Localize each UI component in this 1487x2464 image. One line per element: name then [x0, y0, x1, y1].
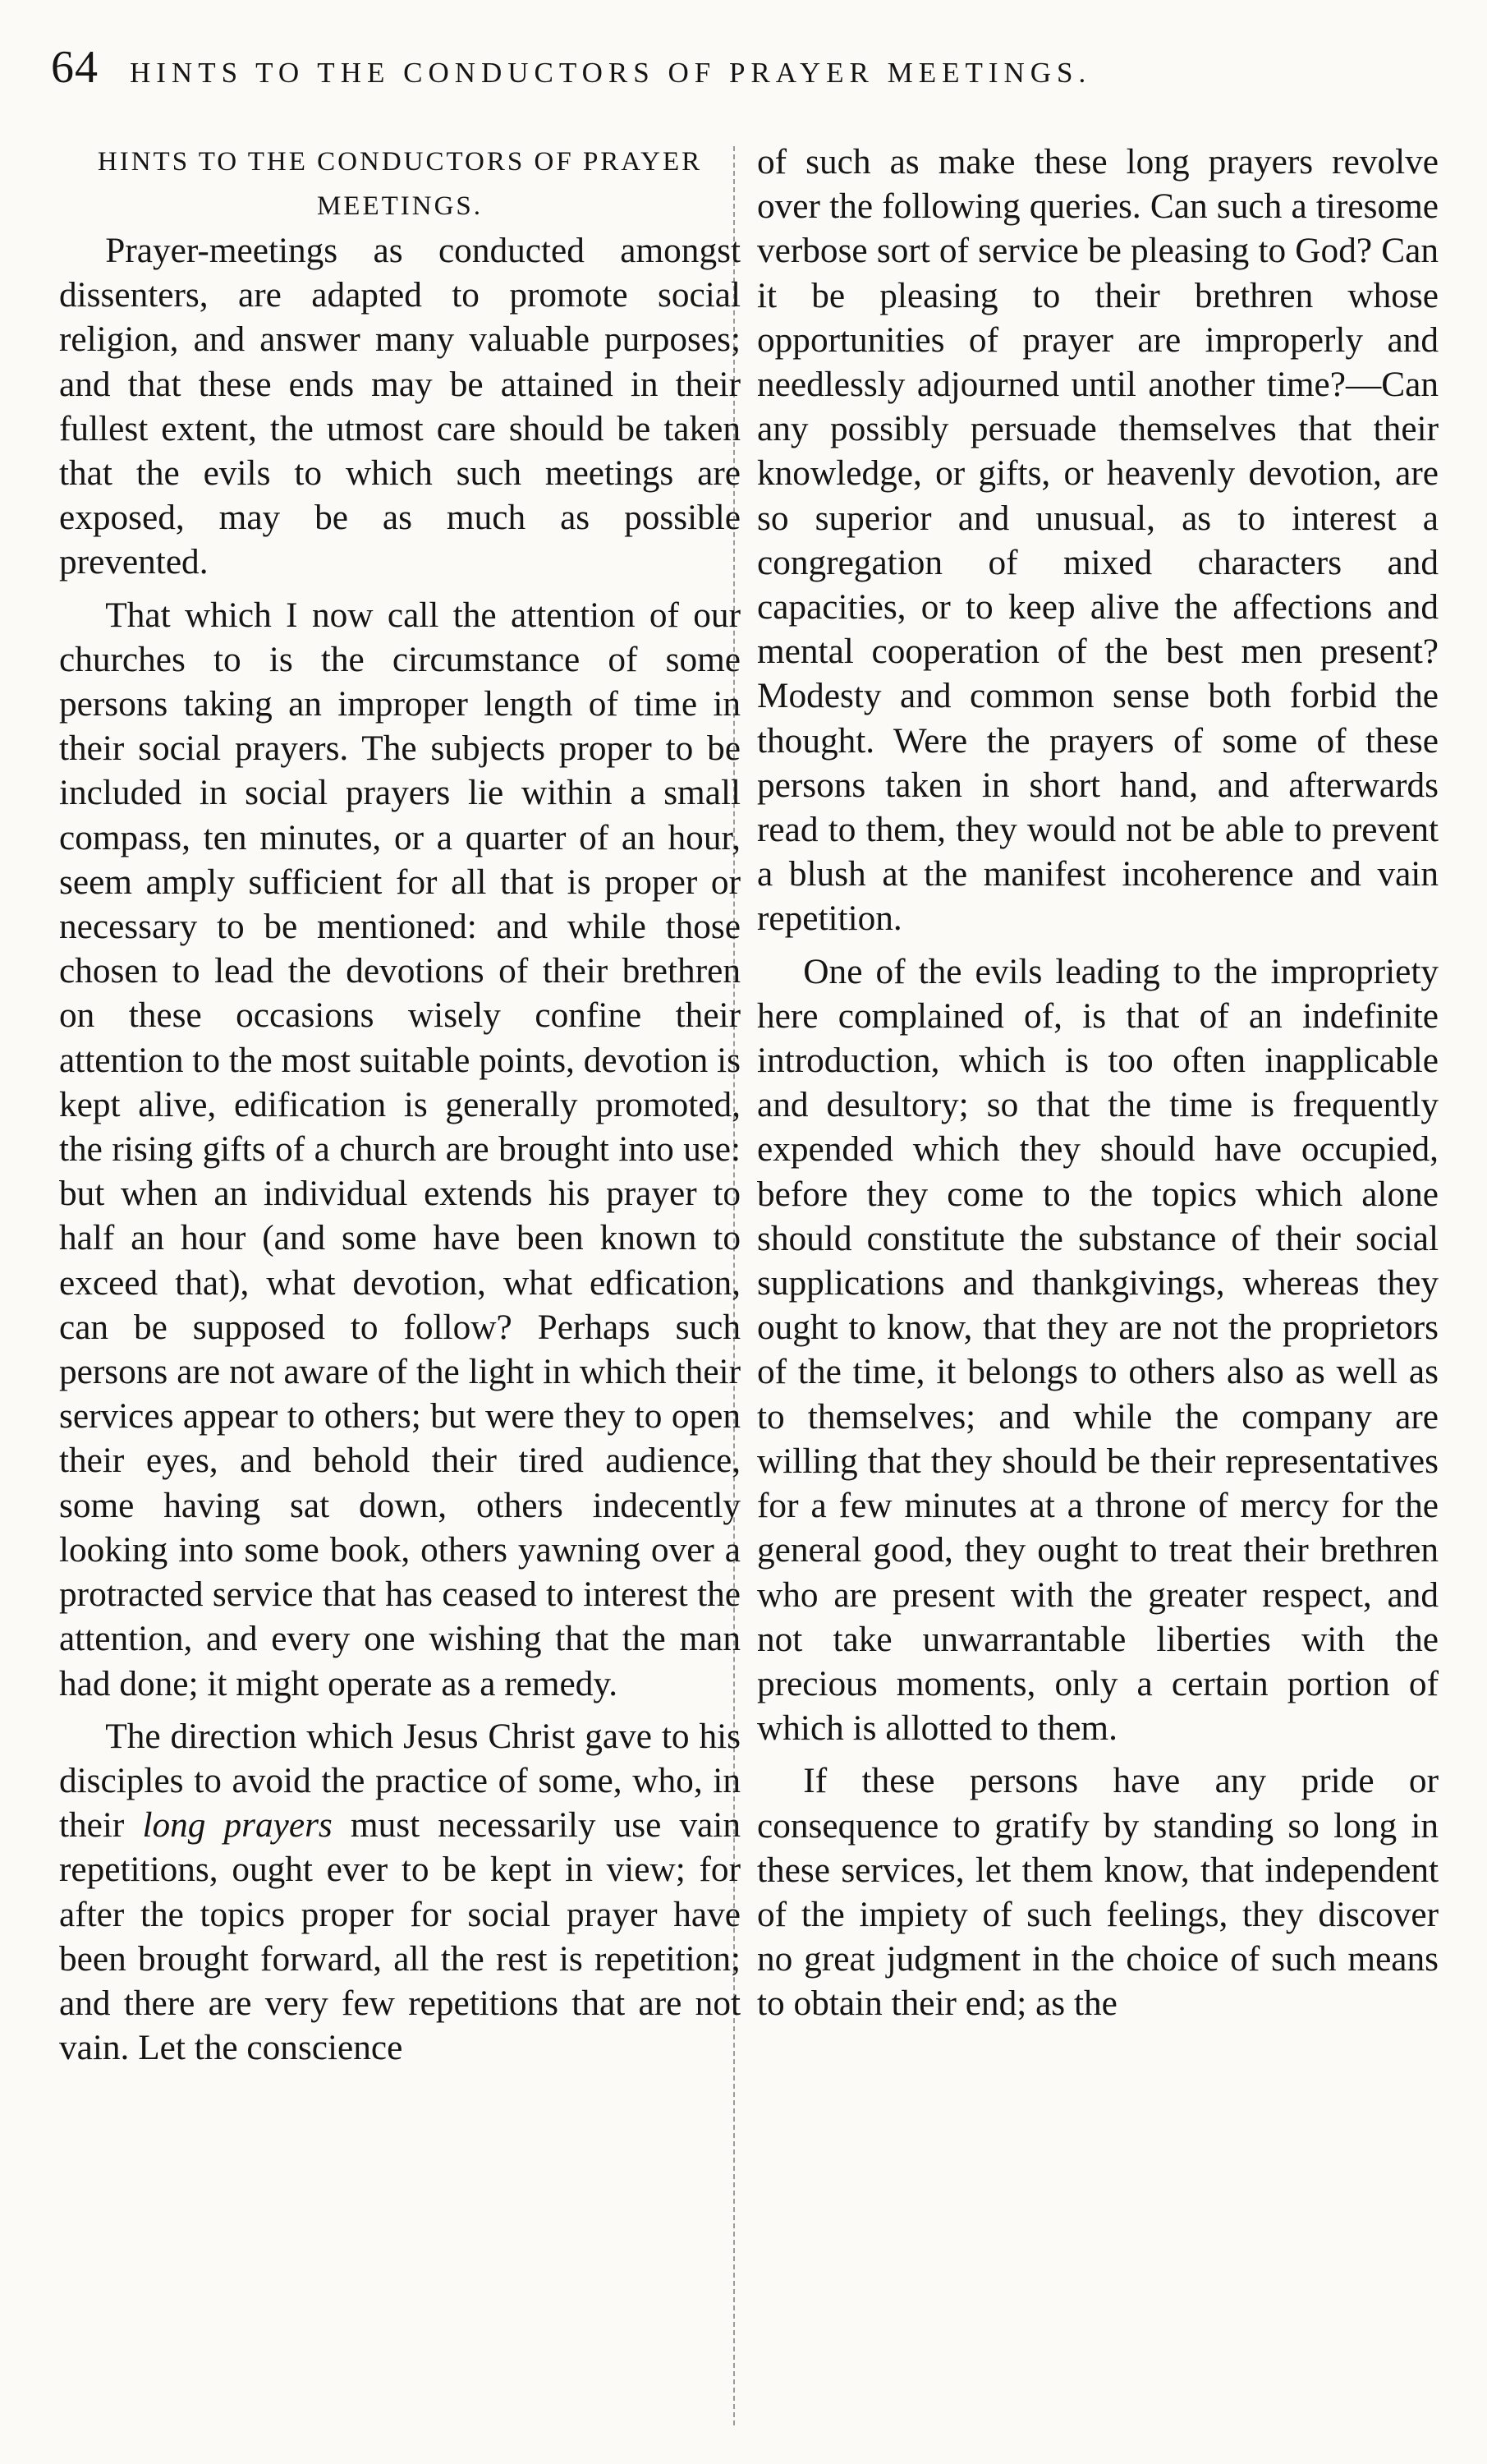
paragraph-4: One of the evils leading to the impropriety here complained of, is that of an indefinite introduction, which is too often inapplicable and desultory; so that the time is frequently expended which they should have occupied, before they come to the topics which alone should constitute the substance of their social supplications and thankgivings, whereas they ought to know, that they are not the proprietors of the time, it belongs to others also as well as to themselves; and while the company are willing that they should be their representatives for a few minutes at a throne of mercy for the general good, they ought to treat their brethren who are present with the greater respect, and not take unwarrantable liberties with the precious moments, only a certain portion of which is allotted to them.	[757, 951, 1439, 1749]
paragraph-3	[59, 1714, 741, 2071]
paragraph-1: Prayer-meetings as conducted amongst dissenters, are adapted to promote social religion, and answer many valuable purposes; and that these ends may be attained in their fullest extent, the utmost care should be taken that the evils to which such meetings are exposed, may be as much as possible prevented.	[59, 231, 741, 582]
paragraph-5: If these persons have any pride or consequence to gratify by standing so long in these services, let them know, that independent of the impiety of such feelings, they discover no great judgment in the choice of such means to obtain their end; as the	[757, 1761, 1439, 2024]
italic-long-prayers: long prayers	[142, 1805, 333, 1846]
left-column	[59, 140, 741, 2431]
paragraph-3-continued: of such as make these long prayers revolve over the following queries. Can such a tiresome verbose sort of service be pleasing to God? Can it be pleasing to their brethren whose opportunities of prayer are improperly and needlessly adjourned until another time?—Can any possibly persuade themselves that their knowledge, or gifts, or heavenly devotion, are so superior and unusual, as to interest a congregation of mixed characters and capacities, or to keep alive the affections and mental cooperation of the best men present? Modesty and common sense both forbid the thought. Were the prayers of some of these persons taken in short hand, and afterwards read to them, they would not be able to prevent a blush at the manifest incoherence and vain repetition.	[757, 142, 1439, 939]
running-title: HINTS TO THE CONDUCTORS OF PRAYER MEETINGS.	[130, 57, 1092, 89]
paragraph-2: That which I now call the attention of our churches to is the circumstance of some persons taking an improper length of time in their social prayers. The subjects proper to be included in social prayers lie within a small compass, ten minutes, or a quarter of an hour, seem amply sufficient for all that is proper or necessary to be mentioned: and while those chosen to lead the devotions of their brethren on these occasions wisely confine their attention to the most suitable points, devotion is kept alive, edification is generally promoted, the rising gifts of a church are brought into use: but when an individual extends his prayer to half an hour (and some have been known to exceed that), what devotion, what edfication, can be supposed to follow? Perhaps such persons are not aware of the light in which their services appear to others; but were they to open their eyes, and behold their tired audience, some having sat down, others indecently looking into some book, others yawning over a protracted service that has ceased to interest the attention, and every one wishing that the man had done; it might operate as a remedy.	[59, 595, 741, 1703]
right-column	[757, 140, 1439, 2431]
paragraph-3-text-end: must necessarily use vain repetitions, ought ever to be kept in view; for after the topics proper for social prayer have been brought forward, all the rest is repetition; and there are very few repetitions that are not vain. Let the conscience	[59, 1805, 741, 2068]
page-number: 64	[51, 42, 99, 93]
article-title: HINTS TO THE CONDUCTORS OF PRAYER MEETINGS.	[97, 147, 703, 221]
paragraph-3-text-start: The direction which Jesus Christ gave to his disciples to avoid the practice of some, who, in their	[59, 1716, 741, 1846]
running-head	[51, 41, 1439, 99]
